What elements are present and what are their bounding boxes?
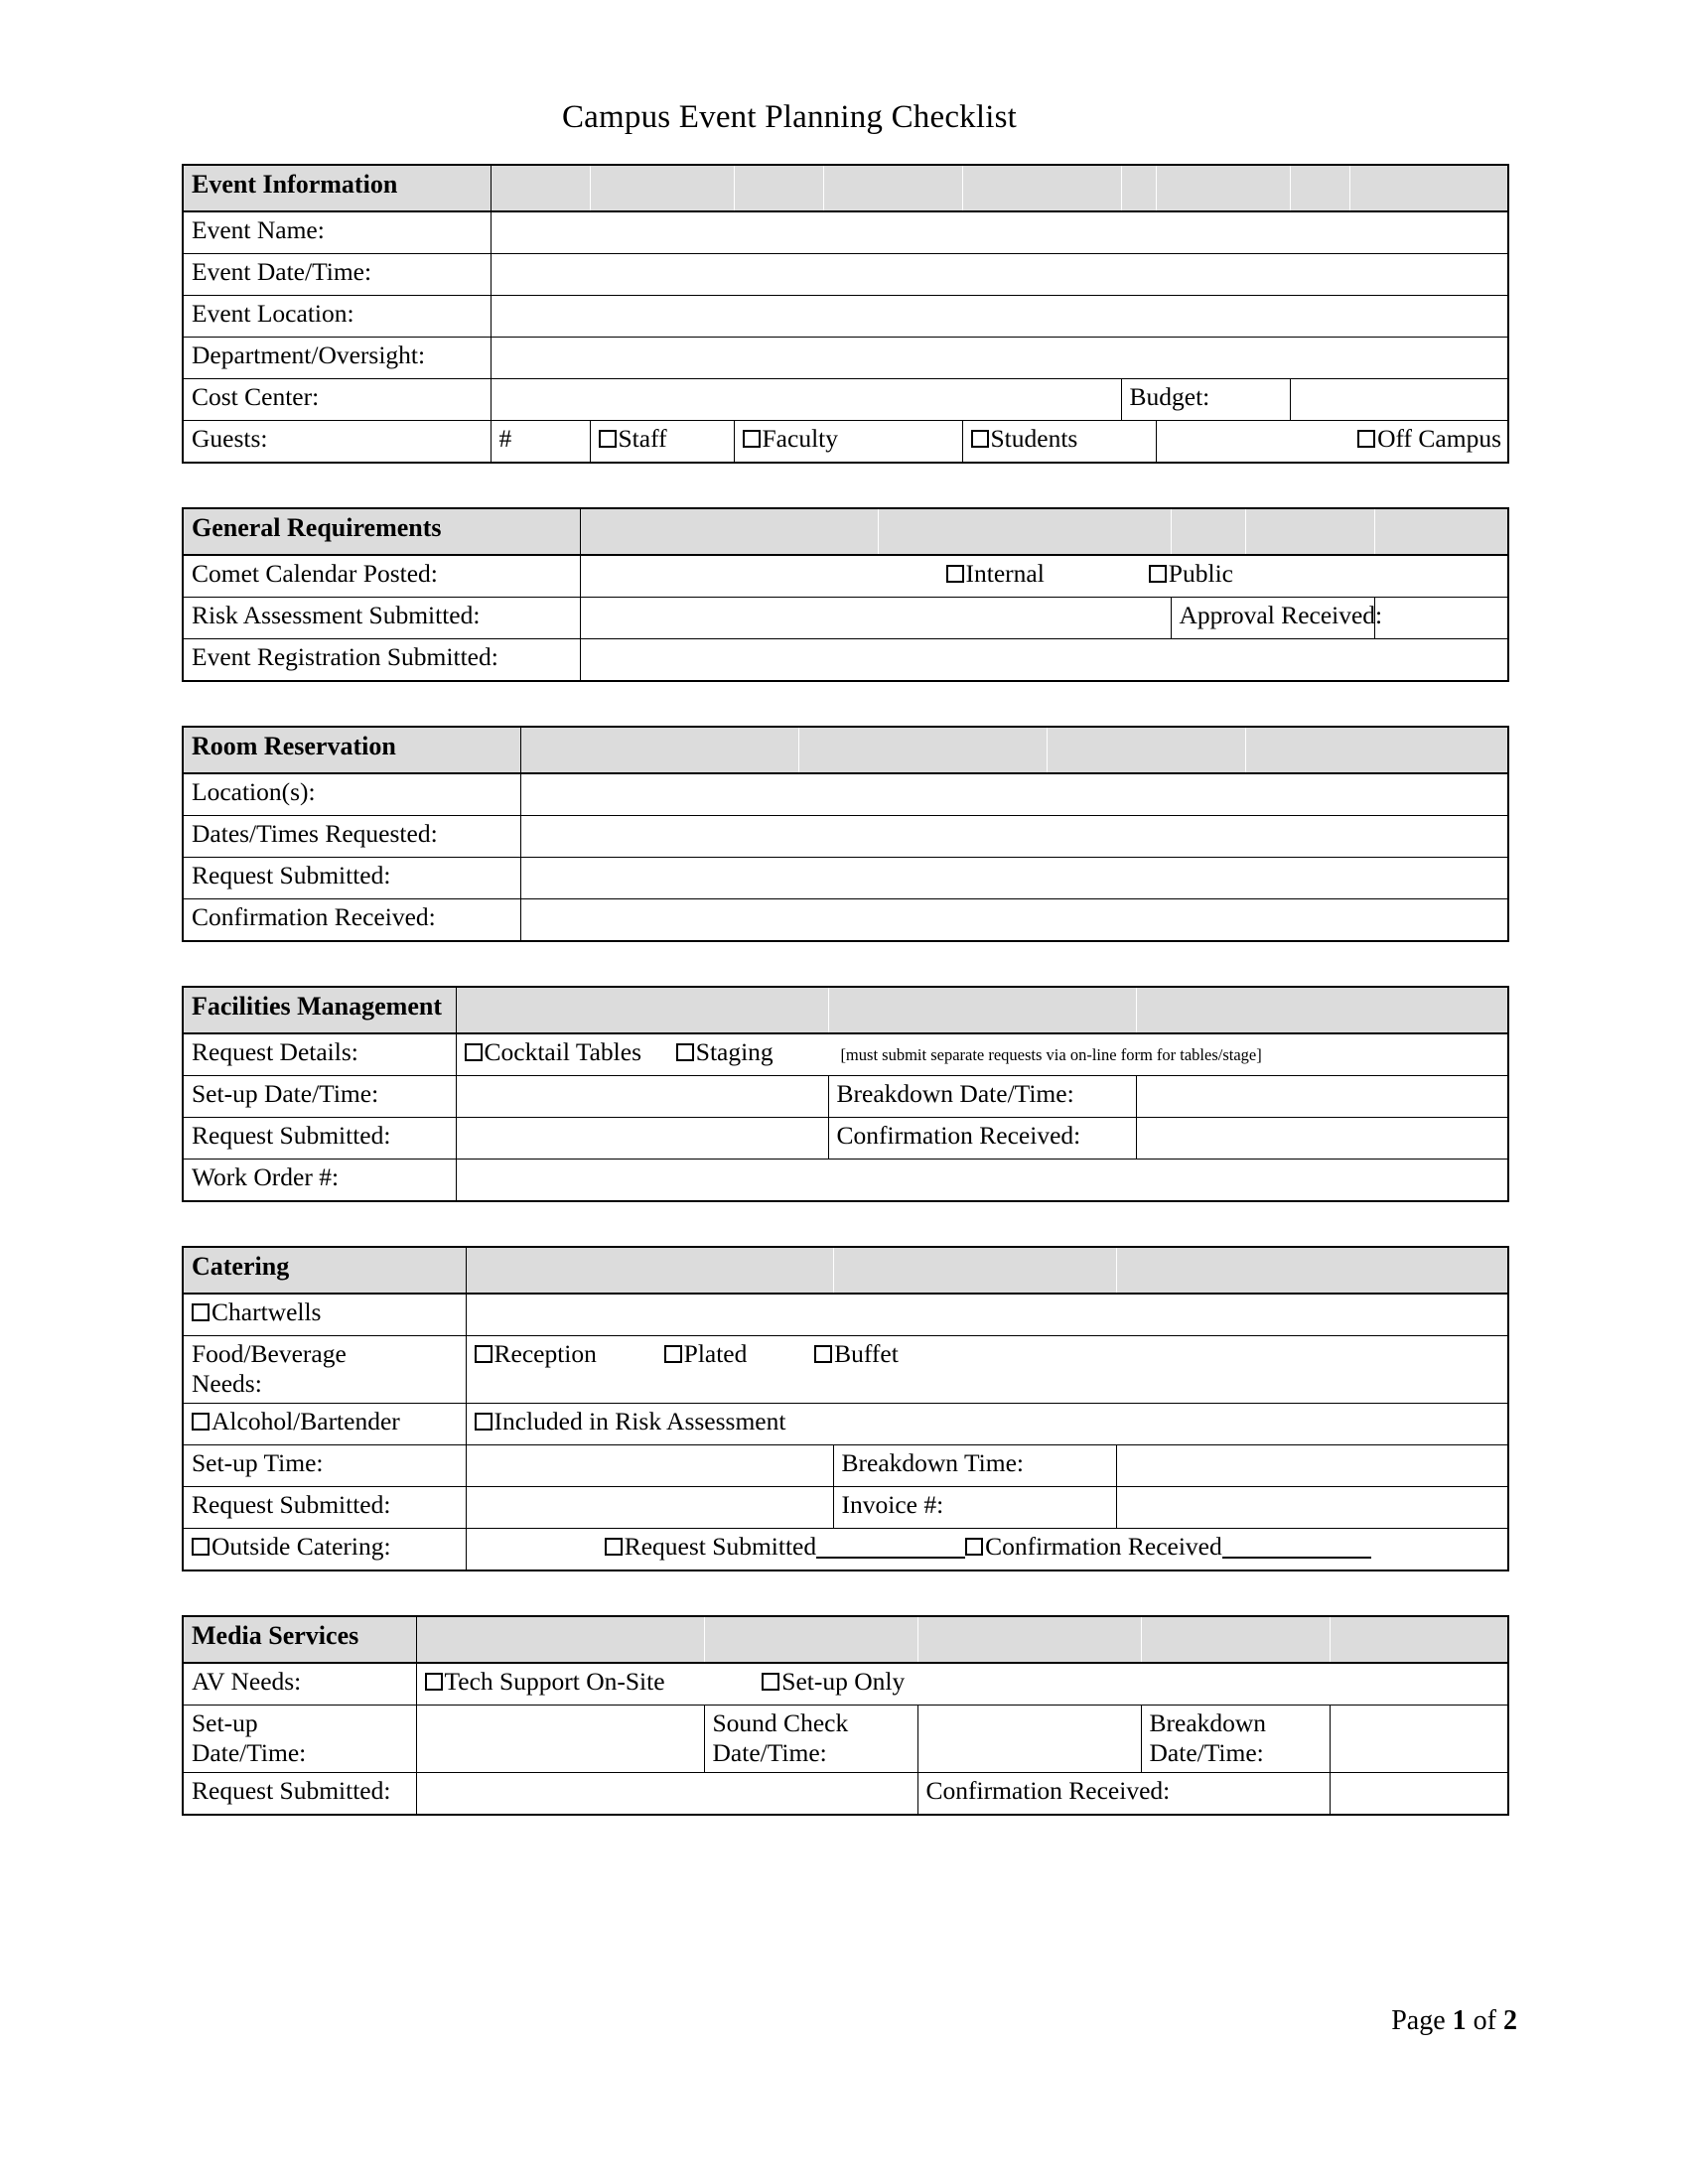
- label-work-order: Work Order #:: [183, 1160, 456, 1202]
- input-request-submitted[interactable]: [466, 1487, 833, 1529]
- checkbox-reception[interactable]: [475, 1339, 597, 1368]
- table-row: [183, 1160, 1508, 1202]
- checkbox-faculty[interactable]: [734, 421, 962, 464]
- checkbox-icon[interactable]: [1357, 430, 1375, 448]
- section-room-reservation: [182, 726, 1509, 942]
- label-risk-assessment-submitted: Risk Assessment Submitted:: [183, 598, 580, 639]
- checkbox-icon[interactable]: [475, 1413, 492, 1431]
- checkbox-staff[interactable]: [590, 421, 734, 464]
- section-title-media-services: Media Services: [183, 1616, 416, 1663]
- checkbox-buffet[interactable]: [814, 1339, 899, 1368]
- section-gap: [0, 682, 1688, 726]
- input-food-beverage-needs[interactable]: [466, 1336, 1508, 1404]
- input-outside-catering[interactable]: [466, 1529, 1508, 1571]
- input-department-oversight[interactable]: [491, 338, 1508, 379]
- write-in-line[interactable]: [1222, 1535, 1371, 1559]
- table-row: [183, 338, 1508, 379]
- table-row: [183, 1076, 1508, 1118]
- page-title: Campus Event Planning Checklist: [561, 99, 1018, 135]
- section-gap: [0, 464, 1688, 507]
- header-spacer: [1136, 987, 1508, 1033]
- header-spacer: [798, 727, 1047, 773]
- label-guests-count[interactable]: #: [491, 421, 590, 464]
- label-dates-times-requested: Dates/Times Requested:: [183, 816, 520, 858]
- checkbox-students[interactable]: [962, 421, 1156, 464]
- checkbox-icon[interactable]: [946, 565, 964, 583]
- input-breakdown-datetime[interactable]: [1136, 1076, 1508, 1118]
- checkbox-icon[interactable]: [192, 1413, 210, 1431]
- checkbox-plated[interactable]: [664, 1339, 748, 1368]
- label-food-beverage-needs: [183, 1336, 466, 1404]
- input-setup-datetime[interactable]: [416, 1706, 704, 1773]
- section-title-room-reservation: Room Reservation: [183, 727, 520, 773]
- checkbox-label-setup-only: Set-up Only: [781, 1667, 906, 1697]
- input-event-location[interactable]: [491, 296, 1508, 338]
- section-header-media-services: [183, 1616, 1508, 1663]
- section-header-event-information: [183, 165, 1508, 211]
- label-sound-check-line2: Date/Time:: [712, 1738, 827, 1768]
- label-comet-calendar-posted: Comet Calendar Posted:: [183, 555, 580, 598]
- label-event-location: Event Location:: [183, 296, 491, 338]
- table-row: [183, 773, 1508, 816]
- table-row: [183, 1487, 1508, 1529]
- table-row: [183, 379, 1508, 421]
- header-spacer: [1349, 165, 1508, 211]
- checkbox-icon[interactable]: [814, 1345, 832, 1363]
- header-spacer: [823, 165, 962, 211]
- label-breakdown-time: Breakdown Time:: [833, 1445, 1116, 1487]
- checkbox-label-outside-request-submitted: Request Submitted: [624, 1532, 817, 1562]
- label-setup-time: Set-up Time:: [183, 1445, 466, 1487]
- table-row: [183, 254, 1508, 296]
- checkbox-icon[interactable]: [192, 1538, 210, 1556]
- input-av-needs[interactable]: [416, 1663, 1508, 1706]
- input-setup-time[interactable]: [466, 1445, 833, 1487]
- checkbox-label-students: Students: [990, 424, 1078, 453]
- label-approval-received: Approval Received:: [1171, 598, 1374, 639]
- input-breakdown-datetime[interactable]: [1330, 1706, 1508, 1773]
- checkbox-icon[interactable]: [676, 1043, 694, 1061]
- footer-page-prefix: Page: [1391, 2005, 1446, 2036]
- section-header-catering: [183, 1247, 1508, 1294]
- label-breakdown-line1: Breakdown: [1149, 1708, 1267, 1738]
- section-gap: [0, 1202, 1688, 1246]
- input-event-name[interactable]: [491, 211, 1508, 254]
- header-spacer: [520, 727, 798, 773]
- section-event-information: [182, 164, 1509, 464]
- section-title-facilities-management: Facilities Management: [183, 987, 456, 1033]
- table-row: [183, 1773, 1508, 1816]
- header-spacer: [1156, 165, 1290, 211]
- footer-page-total: 2: [1503, 2005, 1517, 2036]
- label-department-oversight: Department/Oversight:: [183, 338, 491, 379]
- checkbox-icon[interactable]: [971, 430, 989, 448]
- section-header-facilities-management: [183, 987, 1508, 1033]
- checkbox-tech-support-onsite[interactable]: [425, 1667, 665, 1696]
- section-general-requirements: [182, 507, 1509, 682]
- input-risk-assessment[interactable]: [580, 598, 1171, 639]
- header-spacer: [833, 1247, 1116, 1294]
- table-row: [183, 1033, 1508, 1076]
- header-spacer: [416, 1616, 704, 1663]
- table-row: [183, 555, 1508, 598]
- input-approval-received[interactable]: [1374, 598, 1508, 639]
- write-in-line[interactable]: [816, 1535, 965, 1559]
- header-spacer: [456, 987, 828, 1033]
- checkbox-label-off-campus: Off Campus: [1377, 424, 1501, 453]
- section-gap: [0, 942, 1688, 986]
- table-row: [183, 1663, 1508, 1706]
- checkbox-icon[interactable]: [192, 1303, 210, 1321]
- label-confirmation-received: Confirmation Received:: [917, 1773, 1330, 1816]
- header-spacer: [1116, 1247, 1508, 1294]
- input-event-registration[interactable]: [580, 639, 1508, 682]
- checkbox-included-risk-assessment[interactable]: [466, 1404, 1508, 1445]
- checkbox-label-faculty: Faculty: [762, 424, 838, 453]
- header-spacer: [704, 1616, 917, 1663]
- header-spacer: [828, 987, 1136, 1033]
- label-event-datetime: Event Date/Time:: [183, 254, 491, 296]
- input-request-submitted[interactable]: [416, 1773, 917, 1816]
- checkbox-outside-catering[interactable]: [183, 1529, 466, 1571]
- checkbox-label-public: Public: [1168, 559, 1233, 588]
- checkbox-label-tech-support: Tech Support On-Site: [444, 1667, 665, 1697]
- table-row: [183, 211, 1508, 254]
- section-title-event-information: Event Information: [183, 165, 491, 211]
- input-event-datetime[interactable]: [491, 254, 1508, 296]
- table-row: [183, 1336, 1508, 1404]
- label-request-submitted: Request Submitted:: [183, 858, 520, 899]
- checkbox-icon[interactable]: [965, 1538, 983, 1556]
- checkbox-icon[interactable]: [762, 1673, 779, 1691]
- label-setup-datetime: Set-up Date/Time:: [183, 1076, 456, 1118]
- label-setup-datetime: [183, 1706, 416, 1773]
- label-cost-center: Cost Center:: [183, 379, 491, 421]
- header-spacer: [580, 508, 878, 555]
- input-invoice-number[interactable]: [1116, 1487, 1508, 1529]
- input-cost-center[interactable]: [491, 379, 1121, 421]
- input-budget[interactable]: [1290, 379, 1508, 421]
- footer-page-middle: of: [1473, 2005, 1496, 2036]
- checkbox-off-campus[interactable]: [1156, 421, 1508, 464]
- label-sound-check-datetime: [704, 1706, 917, 1773]
- checkbox-icon[interactable]: [664, 1345, 682, 1363]
- label-event-name: Event Name:: [183, 211, 491, 254]
- table-row: [183, 639, 1508, 682]
- checkbox-chartwells[interactable]: [183, 1294, 466, 1336]
- label-confirmation-received: Confirmation Received:: [183, 899, 520, 942]
- input-breakdown-time[interactable]: [1116, 1445, 1508, 1487]
- header-spacer: [962, 165, 1121, 211]
- input-dates-times-requested[interactable]: [520, 816, 1508, 858]
- header-spacer: [1245, 727, 1508, 773]
- label-request-details: Request Details:: [183, 1033, 456, 1076]
- checkbox-icon[interactable]: [465, 1043, 483, 1061]
- table-row: [183, 1706, 1508, 1773]
- section-title-catering: Catering: [183, 1247, 466, 1294]
- header-spacer: [1245, 508, 1374, 555]
- header-spacer: [1121, 165, 1156, 211]
- checkbox-label-plated: Plated: [683, 1339, 748, 1368]
- header-spacer: [1374, 508, 1508, 555]
- input-confirmation-received[interactable]: [1330, 1773, 1508, 1816]
- label-confirmation-received: Confirmation Received:: [828, 1118, 1136, 1160]
- table-row: [183, 858, 1508, 899]
- input-comet-calendar[interactable]: [580, 555, 1508, 598]
- input-confirmation-received[interactable]: [1136, 1118, 1508, 1160]
- label-budget: Budget:: [1121, 379, 1290, 421]
- section-header-general-requirements: [183, 508, 1508, 555]
- checkbox-cocktail-tables[interactable]: [465, 1037, 642, 1066]
- label-breakdown-line2: Date/Time:: [1149, 1738, 1264, 1768]
- label-event-registration-submitted: Event Registration Submitted:: [183, 639, 580, 682]
- label-request-submitted: Request Submitted:: [183, 1118, 456, 1160]
- checkbox-icon[interactable]: [425, 1673, 443, 1691]
- label-locations: Location(s):: [183, 773, 520, 816]
- input-confirmation-received[interactable]: [520, 899, 1508, 942]
- checkbox-outside-confirmation-received[interactable]: [965, 1532, 1371, 1561]
- checkbox-label-cocktail-tables: Cocktail Tables: [484, 1037, 642, 1066]
- input-request-details[interactable]: [456, 1033, 1508, 1076]
- checkbox-label-chartwells: Chartwells: [211, 1297, 322, 1326]
- table-row: [183, 1404, 1508, 1445]
- table-row: [183, 1529, 1508, 1571]
- checkbox-icon[interactable]: [605, 1538, 623, 1556]
- table-row: [183, 598, 1508, 639]
- page-footer: [0, 2005, 1688, 2037]
- checkbox-icon[interactable]: [1149, 565, 1167, 583]
- label-breakdown-datetime: Breakdown Date/Time:: [828, 1076, 1136, 1118]
- header-spacer: [1141, 1616, 1330, 1663]
- label-breakdown-datetime: [1141, 1706, 1330, 1773]
- facilities-note: [must submit separate requests via on-line form for tables/stage]: [840, 1045, 1262, 1064]
- label-request-submitted: Request Submitted:: [183, 1487, 466, 1529]
- input-request-submitted[interactable]: [520, 858, 1508, 899]
- checkbox-icon[interactable]: [599, 430, 617, 448]
- checkbox-alcohol-bartender[interactable]: [183, 1404, 466, 1445]
- label-food-beverage-line1: Food/Beverage: [192, 1339, 347, 1368]
- section-gap: [0, 1571, 1688, 1615]
- label-setup-line1: Set-up: [192, 1708, 258, 1738]
- table-row: [183, 1118, 1508, 1160]
- section-title-general-requirements: General Requirements: [183, 508, 580, 555]
- label-food-beverage-line2: Needs:: [192, 1369, 262, 1399]
- checkbox-setup-only[interactable]: [762, 1667, 905, 1696]
- section-facilities-management: [182, 986, 1509, 1202]
- input-locations[interactable]: [520, 773, 1508, 816]
- header-spacer: [917, 1616, 1141, 1663]
- checkbox-label-included-risk: Included in Risk Assessment: [493, 1407, 786, 1436]
- section-catering: [182, 1246, 1509, 1571]
- label-invoice-number: Invoice #:: [833, 1487, 1116, 1529]
- header-spacer: [590, 165, 734, 211]
- label-av-needs: AV Needs:: [183, 1663, 416, 1706]
- checkbox-icon[interactable]: [475, 1345, 492, 1363]
- checkbox-label-staff: Staff: [618, 424, 667, 453]
- checkbox-icon[interactable]: [743, 430, 761, 448]
- checkbox-outside-request-submitted[interactable]: [605, 1532, 965, 1561]
- table-row: [183, 899, 1508, 942]
- checkbox-label-outside-catering: Outside Catering:: [211, 1532, 391, 1562]
- label-sound-check-line1: Sound Check: [712, 1708, 849, 1738]
- header-spacer: [1290, 165, 1349, 211]
- checkbox-label-internal: Internal: [965, 559, 1045, 588]
- input-chartwells[interactable]: [466, 1294, 1508, 1336]
- footer-page-number: 1: [1452, 2005, 1467, 2036]
- label-setup-line2: Date/Time:: [192, 1738, 307, 1768]
- label-guests: Guests:: [183, 421, 491, 464]
- input-work-order[interactable]: [456, 1160, 1508, 1202]
- table-row: [183, 816, 1508, 858]
- table-row: [183, 296, 1508, 338]
- checkbox-label-alcohol-bartender: Alcohol/Bartender: [211, 1407, 400, 1436]
- header-spacer: [466, 1247, 833, 1294]
- checkbox-staging[interactable]: [676, 1037, 774, 1066]
- input-sound-check-datetime[interactable]: [917, 1706, 1141, 1773]
- header-spacer: [491, 165, 590, 211]
- checkbox-label-reception: Reception: [493, 1339, 597, 1368]
- header-spacer: [1330, 1616, 1508, 1663]
- header-spacer: [734, 165, 823, 211]
- table-row: [183, 421, 1508, 464]
- header-spacer: [878, 508, 1171, 555]
- label-request-submitted: Request Submitted:: [183, 1773, 416, 1816]
- section-header-room-reservation: [183, 727, 1508, 773]
- header-spacer: [1171, 508, 1245, 555]
- section-media-services: [182, 1615, 1509, 1816]
- input-request-submitted[interactable]: [456, 1118, 828, 1160]
- table-row: [183, 1445, 1508, 1487]
- checkbox-label-outside-confirmation-received: Confirmation Received: [985, 1532, 1222, 1562]
- table-row: [183, 1294, 1508, 1336]
- checkbox-label-buffet: Buffet: [834, 1339, 899, 1368]
- checkbox-label-staging: Staging: [695, 1037, 774, 1066]
- header-spacer: [1047, 727, 1245, 773]
- input-setup-datetime[interactable]: [456, 1076, 828, 1118]
